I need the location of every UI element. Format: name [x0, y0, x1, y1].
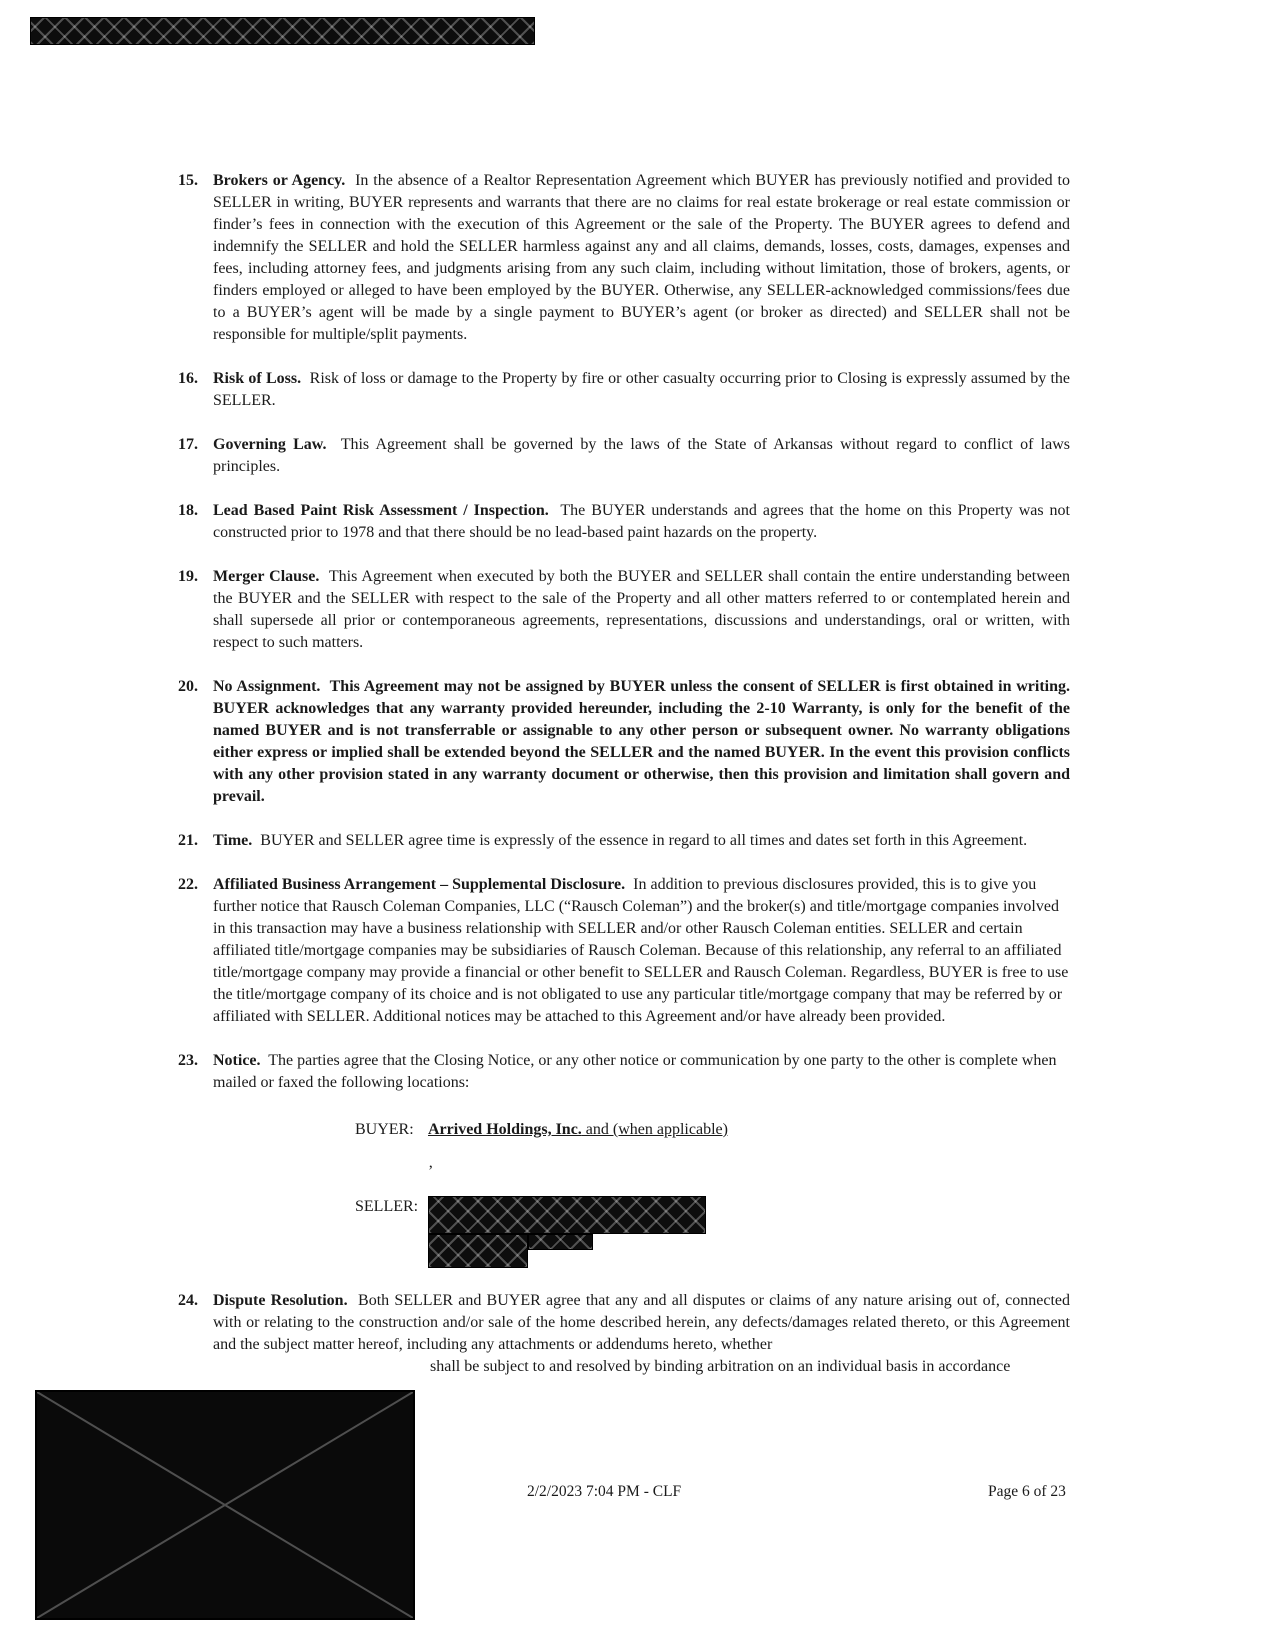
buyer-name: Arrived Holdings, Inc.	[428, 1121, 582, 1138]
buyer-suffix: and (when applicable)	[581, 1121, 728, 1138]
redacted-seller-address	[428, 1196, 706, 1268]
clause-body-continuation: shall be subject to and resolved by binding arbitration on an individual basis in accordance	[430, 1358, 1011, 1375]
clause-text	[213, 1050, 1070, 1268]
clause-affiliated-business	[178, 874, 1070, 1028]
redacted-signature-block	[35, 1390, 415, 1620]
clause-governing-law	[178, 434, 1070, 478]
clause-body: BUYER and SELLER agree time is expressly of the essence in regard to all times and dates set forth in this Agreement.	[260, 832, 1028, 849]
clause-brokers-or-agency	[178, 170, 1070, 346]
clause-body: This Agreement shall be governed by the laws of the State of Arkansas without regard to conflict of laws principles.	[213, 436, 1071, 475]
clause-number: 15.	[178, 172, 198, 189]
clause-number: 18.	[178, 502, 198, 519]
clause-body: The parties agree that the Closing Notice, or any other notice or communication by one party to the other is complete when mailed or faxed the following locations:	[213, 1052, 1057, 1091]
clause-number: 17.	[178, 436, 198, 453]
notice-addresses	[213, 1119, 1070, 1268]
clause-title: Notice.	[213, 1052, 261, 1069]
clause-number: 23.	[178, 1052, 198, 1069]
clause-text	[213, 676, 1070, 808]
clause-text	[213, 170, 1070, 346]
clause-title: Risk of Loss.	[213, 370, 302, 387]
clause-title: Brokers or Agency.	[213, 172, 346, 189]
clause-body: The BUYER understands and agrees that the home on this Property was not constructed prior to 1978 and that there should be no lead-based paint hazards on the property.	[213, 502, 1070, 541]
clause-body: This Agreement may not be assigned by BUYER unless the consent of SELLER is first obtained in writing. BUYER acknowledges that any warranty provided hereunder, including the 2-10 Warranty, is only for the benefit of the named BUYER and is not transferrable or assignable to any other person or subsequent owner. No warranty obligations either express or implied shall be extended beyond the SELLER and the named BUYER. In the event this provision conflicts with any other provision stated in any warranty document or otherwise, then this provision and limitation shall govern and prevail.	[213, 678, 1070, 805]
clause-body: In the absence of a Realtor Representation Agreement which BUYER has previously notified and provided to SELLER in writing, BUYER represents and warrants that there are no claims for real estate brokerage or real estate commission or finder’s fees in connection with the execution of this Agreement or the sale of the Property. The BUYER agrees to defend and indemnify the SELLER and hold the SELLER harmless against any and all claims, demands, losses, costs, damages, expenses and fees, including attorney fees, and judgments arising from any such claim, including without limitation, those of brokers, agents, or finders employed or alleged to have been employed by the BUYER. Otherwise, any SELLER-acknowledged commissions/fees due to a BUYER’s agent will be made by a single payment to BUYER’s agent (or broker as directed) and SELLER shall not be responsible for multiple/split payments.	[213, 172, 1070, 343]
clause-body: Risk of loss or damage to the Property by fire or other casualty occurring prior to Closing is expressly assumed by the SELLER.	[213, 370, 1071, 409]
clause-lead-based-paint	[178, 500, 1070, 544]
clause-text	[213, 434, 1070, 478]
x-pattern-graphic	[35, 1390, 415, 1620]
clause-title: Time.	[213, 832, 253, 849]
clause-body: In addition to previous disclosures provided, this is to give you further notice that Rausch Coleman Companies, LLC (“Rausch Coleman”) and the broker(s) and title/mortgage companies involved in this transaction may have a business relationship with SELLER and/or other Rausch Coleman entities. SELLER and certain affiliated title/mortgage companies may be subsidiaries of Rausch Coleman. Because of this relationship, any referral to an affiliated title/mortgage company may provide a financial or other benefit to SELLER and Rausch Coleman. Regardless, BUYER is free to use the title/mortgage company of its choice and is not obligated to use any particular title/mortgage company that may be referred by or affiliated with SELLER. Additional notices may be attached to this Agreement and/or have already been provided.	[213, 876, 1069, 1025]
clause-number: 16.	[178, 370, 198, 387]
stray-mark: ’	[428, 1163, 434, 1180]
clause-merger-clause	[178, 566, 1070, 654]
clause-text	[213, 830, 1070, 852]
clause-title: Governing Law.	[213, 436, 327, 453]
clause-title: Merger Clause.	[213, 568, 320, 585]
contract-clauses	[178, 170, 1070, 1400]
clause-title: Affiliated Business Arrangement – Supplemental Disclosure.	[213, 876, 626, 893]
clause-no-assignment	[178, 676, 1070, 808]
clause-text	[213, 368, 1070, 412]
clause-text	[213, 874, 1070, 1028]
clause-title: No Assignment.	[213, 678, 321, 695]
redacted-header-bar	[30, 17, 535, 45]
redaction-box	[428, 1196, 706, 1234]
footer-page-number: Page 6 of 23	[988, 1483, 1066, 1500]
seller-address-row	[213, 1196, 1070, 1268]
clause-text	[213, 500, 1070, 544]
buyer-address-value	[428, 1119, 728, 1141]
clause-text	[213, 566, 1070, 654]
clause-body: This Agreement when executed by both the BUYER and SELLER shall contain the entire understanding between the BUYER and the SELLER with respect to the sale of the Property and all other matters referred to or contemplated herein and shall supersede all prior or contemporaneous agreements, representations, discussions and understandings, oral or written, with respect to such matters.	[213, 568, 1070, 651]
clause-number: 22.	[178, 876, 198, 893]
buyer-label: BUYER:	[355, 1121, 414, 1138]
redaction-box	[428, 1234, 528, 1268]
clause-time	[178, 830, 1070, 852]
clause-dispute-resolution	[178, 1290, 1070, 1378]
buyer-address-row	[213, 1119, 1070, 1141]
clause-body: Both SELLER and BUYER agree that any and all disputes or claims of any nature arising out of, connected with or relating to the construction and/or sale of the home described herein, any defects/damages related thereto, or this Agreement and the subject matter hereof, including any attachments or addendums hereto, whether	[213, 1292, 1070, 1353]
clause-notice	[178, 1050, 1070, 1268]
clause-number: 21.	[178, 832, 198, 849]
clause-risk-of-loss	[178, 368, 1070, 412]
redaction-box	[528, 1234, 593, 1250]
clause-number: 20.	[178, 678, 198, 695]
clause-text	[213, 1290, 1070, 1378]
seller-label: SELLER:	[355, 1198, 419, 1215]
footer-timestamp: 2/2/2023 7:04 PM - CLF	[527, 1483, 682, 1500]
clause-number: 24.	[178, 1292, 198, 1309]
clause-title: Dispute Resolution.	[213, 1292, 348, 1309]
clause-title: Lead Based Paint Risk Assessment / Inspection.	[213, 502, 549, 519]
clause-number: 19.	[178, 568, 198, 585]
